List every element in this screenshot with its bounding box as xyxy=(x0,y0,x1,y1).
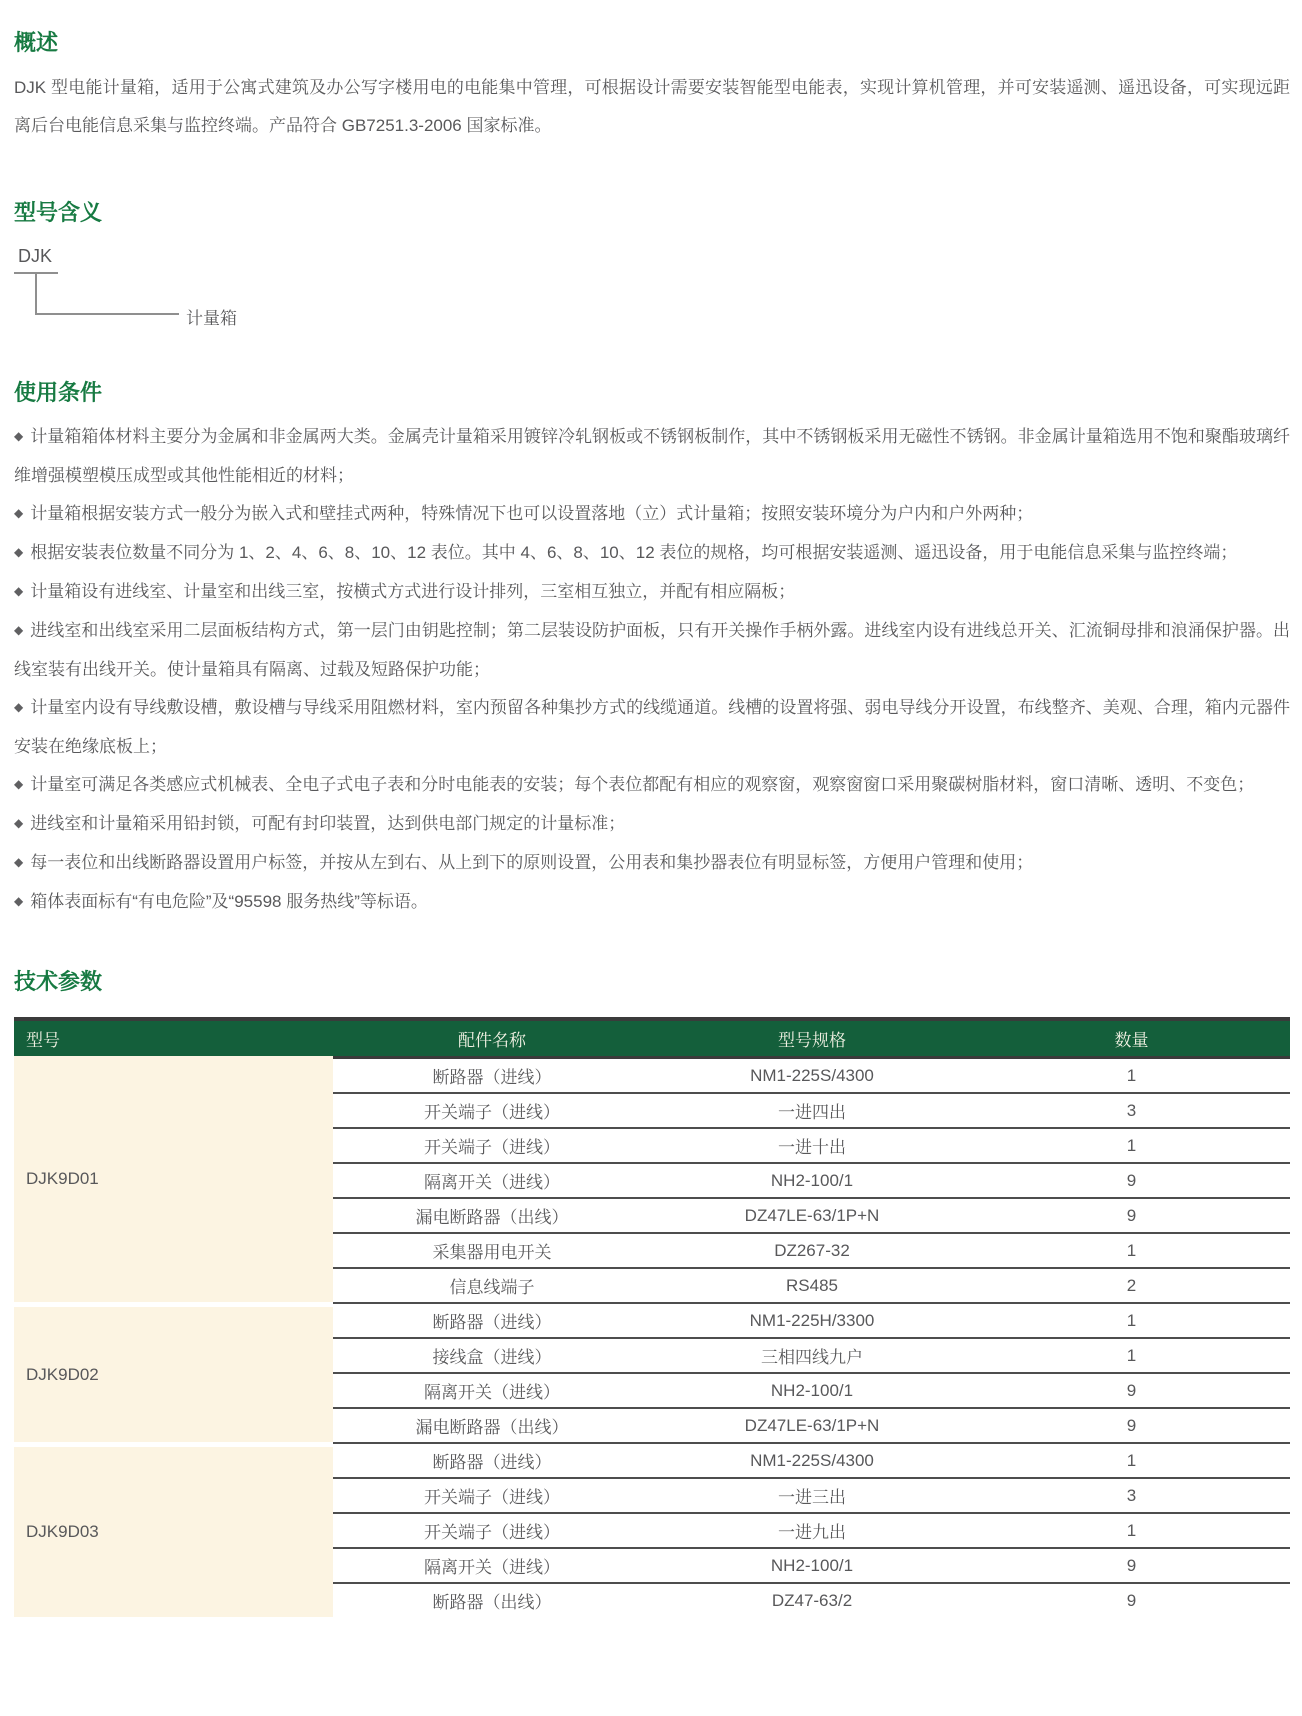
bullet-text: 计量箱设有进线室、计量室和出线三室，按横式方式进行设计排列，三室相互独立，并配有相应隔板； xyxy=(30,582,796,601)
quantity-cell: 1 xyxy=(1126,1065,1137,1085)
quantity-cell: 1 xyxy=(1126,1135,1137,1155)
quantity-cell: 9 xyxy=(1126,1380,1137,1400)
part-name-cell: 信息线端子 xyxy=(449,1278,535,1297)
model-cell: DJK9D03 xyxy=(14,1442,333,1617)
part-name-cell: 隔离开关（进线） xyxy=(424,1173,560,1192)
spec-cell: 一进三出 xyxy=(778,1488,846,1507)
bullet-diamond-icon: ◆ xyxy=(14,816,24,830)
quantity-cell: 2 xyxy=(1126,1275,1137,1295)
spec-cell: NH2-100/1 xyxy=(770,1555,854,1575)
part-name-cell: 隔离开关（进线） xyxy=(424,1558,560,1577)
table-row xyxy=(333,1442,1290,1477)
spec-cell: 一进四出 xyxy=(778,1103,846,1122)
usage-bullet-list xyxy=(14,418,1290,922)
quantity-cell: 1 xyxy=(1126,1345,1137,1365)
bullet-text: 每一表位和出线断路器设置用户标签，并按从左到右、从上到下的原则设置，公用表和集抄器表位有明显标签，方便用户管理和使用； xyxy=(30,853,1034,872)
spec-cell: DZ47LE-63/1P+N xyxy=(744,1205,880,1225)
table-row xyxy=(333,1512,1290,1547)
spec-cell: DZ47LE-63/1P+N xyxy=(744,1415,880,1435)
table-row xyxy=(333,1162,1290,1197)
quantity-cell: 3 xyxy=(1126,1100,1137,1120)
part-name-cell: 隔离开关（进线） xyxy=(424,1383,560,1402)
part-name-cell: 漏电断路器（出线） xyxy=(415,1208,569,1227)
part-name-cell: 开关端子（进线） xyxy=(424,1103,560,1122)
bullet-text: 计量室可满足各类感应式机械表、全电子式电子表和分时电能表的安装；每个表位都配有相应的观察窗，观察窗窗口采用聚碳树脂材料，窗口清晰、透明、不变色； xyxy=(30,775,1255,794)
table-row xyxy=(333,1337,1290,1372)
part-name-cell: 开关端子（进线） xyxy=(424,1138,560,1157)
diagram-horizontal-line xyxy=(35,313,179,315)
usage-bullet-item xyxy=(14,805,1290,844)
table-model-group xyxy=(14,1302,1290,1442)
bullet-diamond-icon: ◆ xyxy=(14,584,24,598)
quantity-cell: 9 xyxy=(1126,1415,1137,1435)
table-model-group xyxy=(14,1056,1290,1302)
column-header-part-name: 配件名称 xyxy=(458,1031,526,1050)
bullet-diamond-icon: ◆ xyxy=(14,545,24,559)
spec-cell: NH2-100/1 xyxy=(770,1170,854,1190)
table-row xyxy=(333,1582,1290,1617)
part-name-cell: 漏电断路器（出线） xyxy=(415,1418,569,1437)
quantity-cell: 9 xyxy=(1126,1590,1137,1610)
table-model-group xyxy=(14,1442,1290,1617)
table-row xyxy=(333,1056,1290,1092)
table-row xyxy=(333,1267,1290,1302)
spec-cell: DZ267-32 xyxy=(774,1240,850,1260)
overview-paragraph: DJK 型电能计量箱，适用于公寓式建筑及办公写字楼用电的电能集中管理，可根据设计需要安装智能型电能表，实现计算机管理，并可安装遥测、遥迅设备，可实现远距离后台电能信息采集与监控终端。产品符合 GB7251.3-2006 国家标准。 xyxy=(14,78,1290,135)
part-name-cell: 开关端子（进线） xyxy=(424,1523,560,1542)
bullet-diamond-icon: ◆ xyxy=(14,777,24,791)
bullet-text: 进线室和计量箱采用铅封锁，可配有封印装置，达到供电部门规定的计量标准； xyxy=(30,814,626,833)
table-row xyxy=(333,1127,1290,1162)
model-meaning-heading: 型号含义 xyxy=(14,200,103,225)
group-rows xyxy=(333,1442,1290,1617)
spec-cell: DZ47-63/2 xyxy=(771,1590,853,1610)
bullet-text: 计量箱根据安装方式一般分为嵌入式和壁挂式两种，特殊情况下也可以设置落地（立）式计量箱；按照安装环境分为户内和户外两种； xyxy=(30,504,1034,523)
table-row xyxy=(333,1407,1290,1442)
spec-cell: 三相四线九户 xyxy=(761,1348,863,1367)
model-code: DJK xyxy=(18,246,53,266)
table-row xyxy=(333,1372,1290,1407)
quantity-cell: 1 xyxy=(1126,1520,1137,1540)
table-row xyxy=(333,1477,1290,1512)
tech-params-heading: 技术参数 xyxy=(14,969,103,994)
model-cell: DJK9D01 xyxy=(14,1056,333,1302)
column-header-quantity: 数量 xyxy=(1114,1031,1149,1050)
table-row xyxy=(333,1092,1290,1127)
diagram-vertical-line xyxy=(35,272,37,315)
table-body xyxy=(14,1056,1290,1617)
diagram-leader-label: 计量箱 xyxy=(186,309,237,328)
group-rows xyxy=(333,1056,1290,1302)
catalog-page xyxy=(0,30,1302,1617)
quantity-cell: 9 xyxy=(1126,1205,1137,1225)
quantity-cell: 9 xyxy=(1126,1170,1137,1190)
bullet-diamond-icon: ◆ xyxy=(14,894,24,908)
part-name-cell: 开关端子（进线） xyxy=(424,1488,560,1507)
part-name-cell: 断路器（进线） xyxy=(432,1313,552,1332)
part-name-cell: 断路器（进线） xyxy=(432,1068,552,1087)
usage-bullet-item xyxy=(14,844,1290,883)
bullet-diamond-icon: ◆ xyxy=(14,429,24,443)
usage-bullet-item xyxy=(14,689,1290,766)
bullet-diamond-icon: ◆ xyxy=(14,855,24,869)
part-name-cell: 断路器（出线） xyxy=(432,1593,552,1612)
bullet-diamond-icon: ◆ xyxy=(14,623,24,637)
bullet-diamond-icon: ◆ xyxy=(14,506,24,520)
bullet-text: 计量室内设有导线敷设槽，敷设槽与导线采用阻燃材料，室内预留各种集抄方式的线缆通道。线槽的设置将强、弱电导线分开设置，布线整齐、美观、合理，箱内元器件安装在绝缘底板上； xyxy=(14,698,1291,756)
table-row xyxy=(333,1232,1290,1267)
spec-cell: 一进九出 xyxy=(778,1523,846,1542)
usage-bullet-item xyxy=(14,495,1290,534)
usage-bullet-item xyxy=(14,573,1290,612)
table-row xyxy=(333,1302,1290,1337)
quantity-cell: 1 xyxy=(1126,1450,1137,1470)
usage-bullet-item xyxy=(14,766,1290,805)
spec-cell: NH2-100/1 xyxy=(770,1380,854,1400)
usage-bullet-item xyxy=(14,612,1290,689)
part-name-cell: 接线盒（进线） xyxy=(432,1348,552,1367)
part-name-cell: 断路器（进线） xyxy=(432,1453,552,1472)
spec-cell: NM1-225H/3300 xyxy=(749,1310,875,1330)
spec-cell: RS485 xyxy=(786,1275,838,1295)
spec-cell: NM1-225S/4300 xyxy=(750,1450,874,1470)
quantity-cell: 3 xyxy=(1126,1485,1137,1505)
spec-cell: 一进十出 xyxy=(778,1138,846,1157)
usage-bullet-item xyxy=(14,534,1290,573)
table-header-row xyxy=(14,1021,1290,1056)
overview-heading: 概述 xyxy=(14,30,59,55)
bullet-text: 根据安装表位数量不同分为 1、2、4、6、8、10、12 表位。其中 4、6、8、10、12 表位的规格，均可根据安装遥测、遥迅设备，用于电能信息采集与监控终端； xyxy=(30,543,1238,562)
usage-conditions-heading: 使用条件 xyxy=(14,380,103,405)
quantity-cell: 1 xyxy=(1126,1310,1137,1330)
bullet-text: 箱体表面标有“有电危险”及“95598 服务热线”等标语。 xyxy=(30,892,428,911)
usage-bullet-item xyxy=(14,883,1290,922)
bullet-text: 计量箱箱体材料主要分为金属和非金属两大类。金属壳计量箱采用镀锌冷轧钢板或不锈钢板制作，其中不锈钢板采用无磁性不锈钢。非金属计量箱选用不饱和聚酯玻璃纤维增强模塑模压成型或其他性能相近的材料； xyxy=(14,427,1291,485)
usage-bullet-item xyxy=(14,418,1290,495)
column-header-spec: 型号规格 xyxy=(778,1031,846,1050)
model-cell: DJK9D02 xyxy=(14,1302,333,1442)
model-code-diagram xyxy=(14,226,1290,326)
table-row xyxy=(333,1197,1290,1232)
part-name-cell: 采集器用电开关 xyxy=(432,1243,552,1262)
spec-cell: NM1-225S/4300 xyxy=(750,1065,874,1085)
quantity-cell: 1 xyxy=(1126,1240,1137,1260)
bullet-diamond-icon: ◆ xyxy=(14,700,24,714)
group-rows xyxy=(333,1302,1290,1442)
column-header-model: 型号 xyxy=(26,1031,60,1050)
tech-params-table xyxy=(14,1017,1290,1617)
table-row xyxy=(333,1547,1290,1582)
bullet-text: 进线室和出线室采用二层面板结构方式，第一层门由钥匙控制；第二层装设防护面板，只有开关操作手柄外露。进线室内设有进线总开关、汇流铜母排和浪涌保护器。出线室装有出线开关。使计量箱具有隔离、过载及短路保护功能； xyxy=(14,621,1291,679)
quantity-cell: 9 xyxy=(1126,1555,1137,1575)
